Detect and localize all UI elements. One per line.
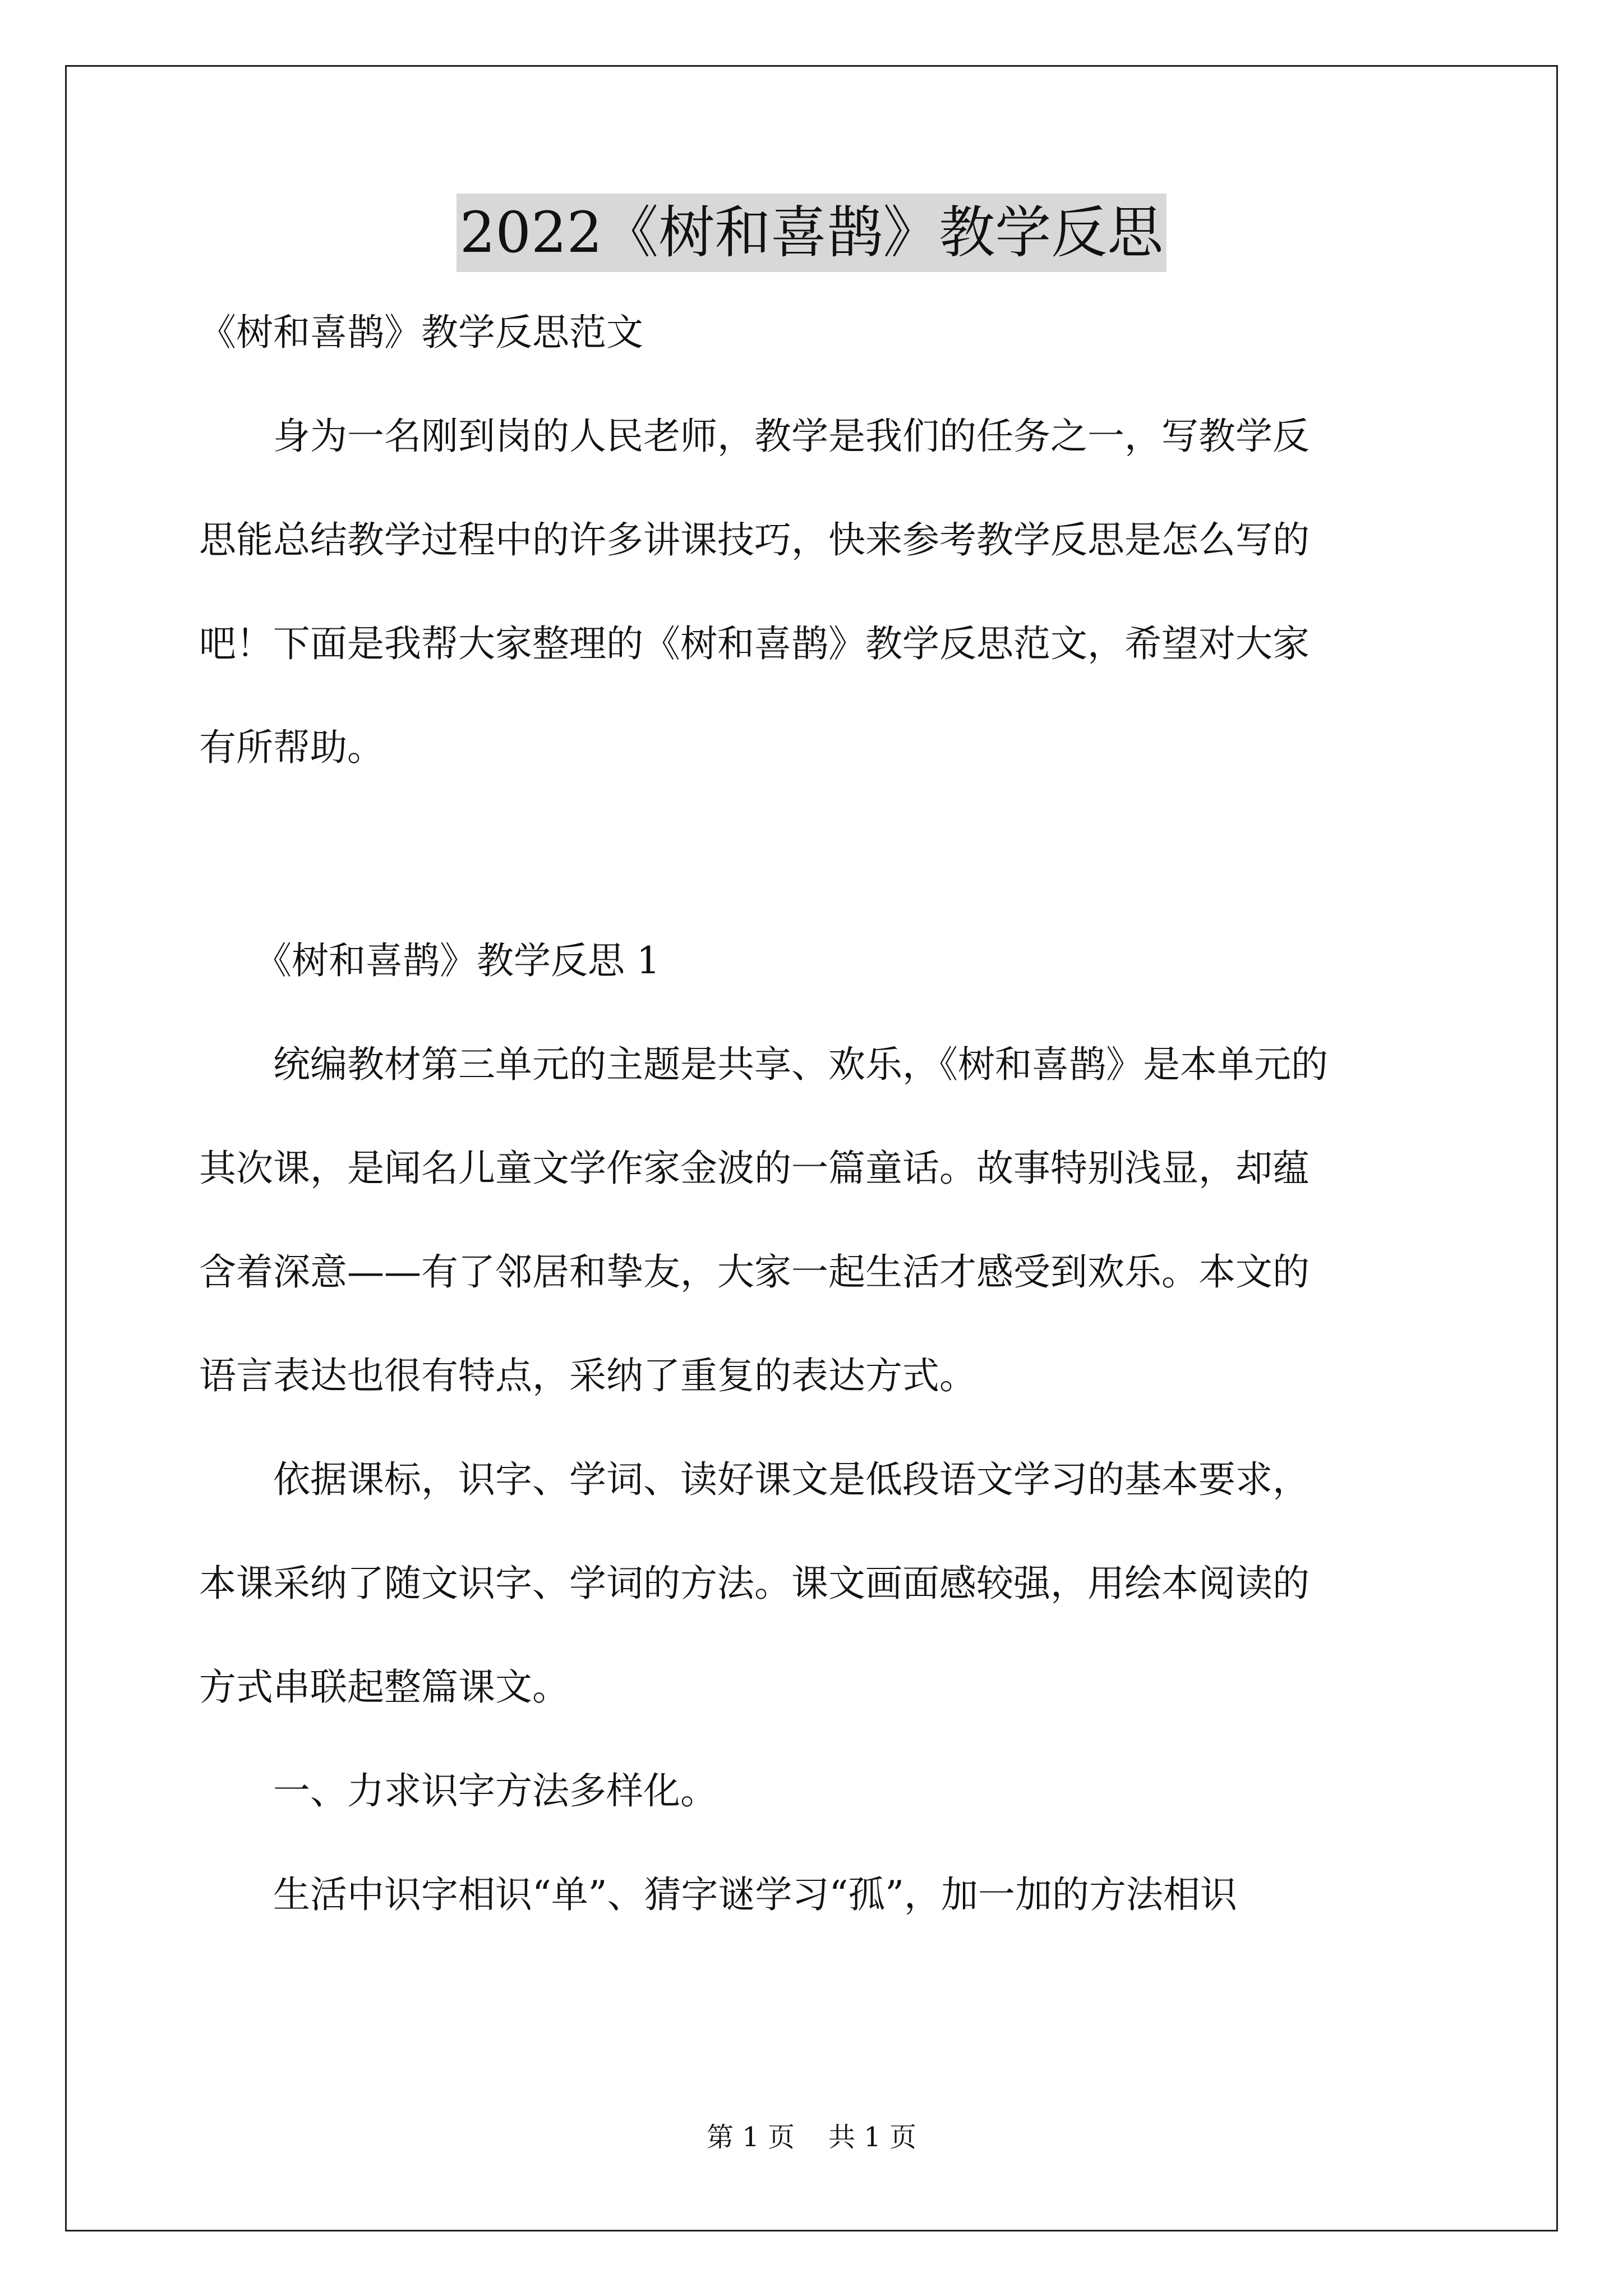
intro-line-1: 身为一名刚到岗的人民老师，教学是我们的任务之一，写教学反 bbox=[199, 415, 1310, 458]
page-footer bbox=[0, 2120, 1623, 2154]
page-number-total: 共 1 页 bbox=[828, 2122, 917, 2153]
paragraph-1 bbox=[199, 1038, 1436, 1402]
intro-line-2: 思能总结教学过程中的许多讲课技巧，快来参考教学反思是怎么写的 bbox=[199, 518, 1310, 562]
intro-paragraph bbox=[199, 409, 1436, 774]
section-heading: 《树和喜鹊》教学反思 1 bbox=[199, 939, 660, 982]
para2-line-1: 依据课标，识字、学词、读好课文是低段语文学习的基本要求， bbox=[199, 1458, 1310, 1501]
para2-line-2: 本课采纳了随文识字、学词的方法。课文画面感较强，用绘本阅读的 bbox=[199, 1562, 1310, 1605]
intro-line-4: 有所帮助。 bbox=[199, 726, 384, 769]
intro-line-3: 吧！下面是我帮大家整理的《树和喜鹊》教学反思范文，希望对大家 bbox=[199, 622, 1310, 665]
para3-line-1: 生活中识字相识“单”、猜字谜学习“孤”，加一加的方法相识 bbox=[199, 1873, 1237, 1916]
page-number-current: 第 1 页 bbox=[706, 2122, 795, 2153]
paragraph-3 bbox=[199, 1868, 1436, 1921]
title-container bbox=[0, 194, 1623, 272]
paragraph-2 bbox=[199, 1453, 1436, 1714]
para1-line-4: 语言表达也很有特点，采纳了重复的表达方式。 bbox=[199, 1354, 976, 1397]
document-title: 2022《树和喜鹊》教学反思 bbox=[457, 194, 1167, 272]
document-body bbox=[199, 306, 1436, 1921]
para2-line-3: 方式串联起整篇课文。 bbox=[199, 1665, 569, 1709]
para1-line-3: 含着深意——有了邻居和挚友，大家一起生活才感受到欢乐。本文的 bbox=[199, 1250, 1310, 1294]
para1-line-2: 其次课，是闻名儿童文学作家金波的一篇童话。故事特别浅显，却蕴 bbox=[199, 1147, 1310, 1190]
point-1-heading: 一、力求识字方法多样化。 bbox=[199, 1769, 717, 1812]
para1-line-1: 统编教材第三单元的主题是共享、欢乐，《树和喜鹊》是本单元的 bbox=[199, 1043, 1328, 1086]
subtitle: 《树和喜鹊》教学反思范文 bbox=[199, 311, 643, 354]
